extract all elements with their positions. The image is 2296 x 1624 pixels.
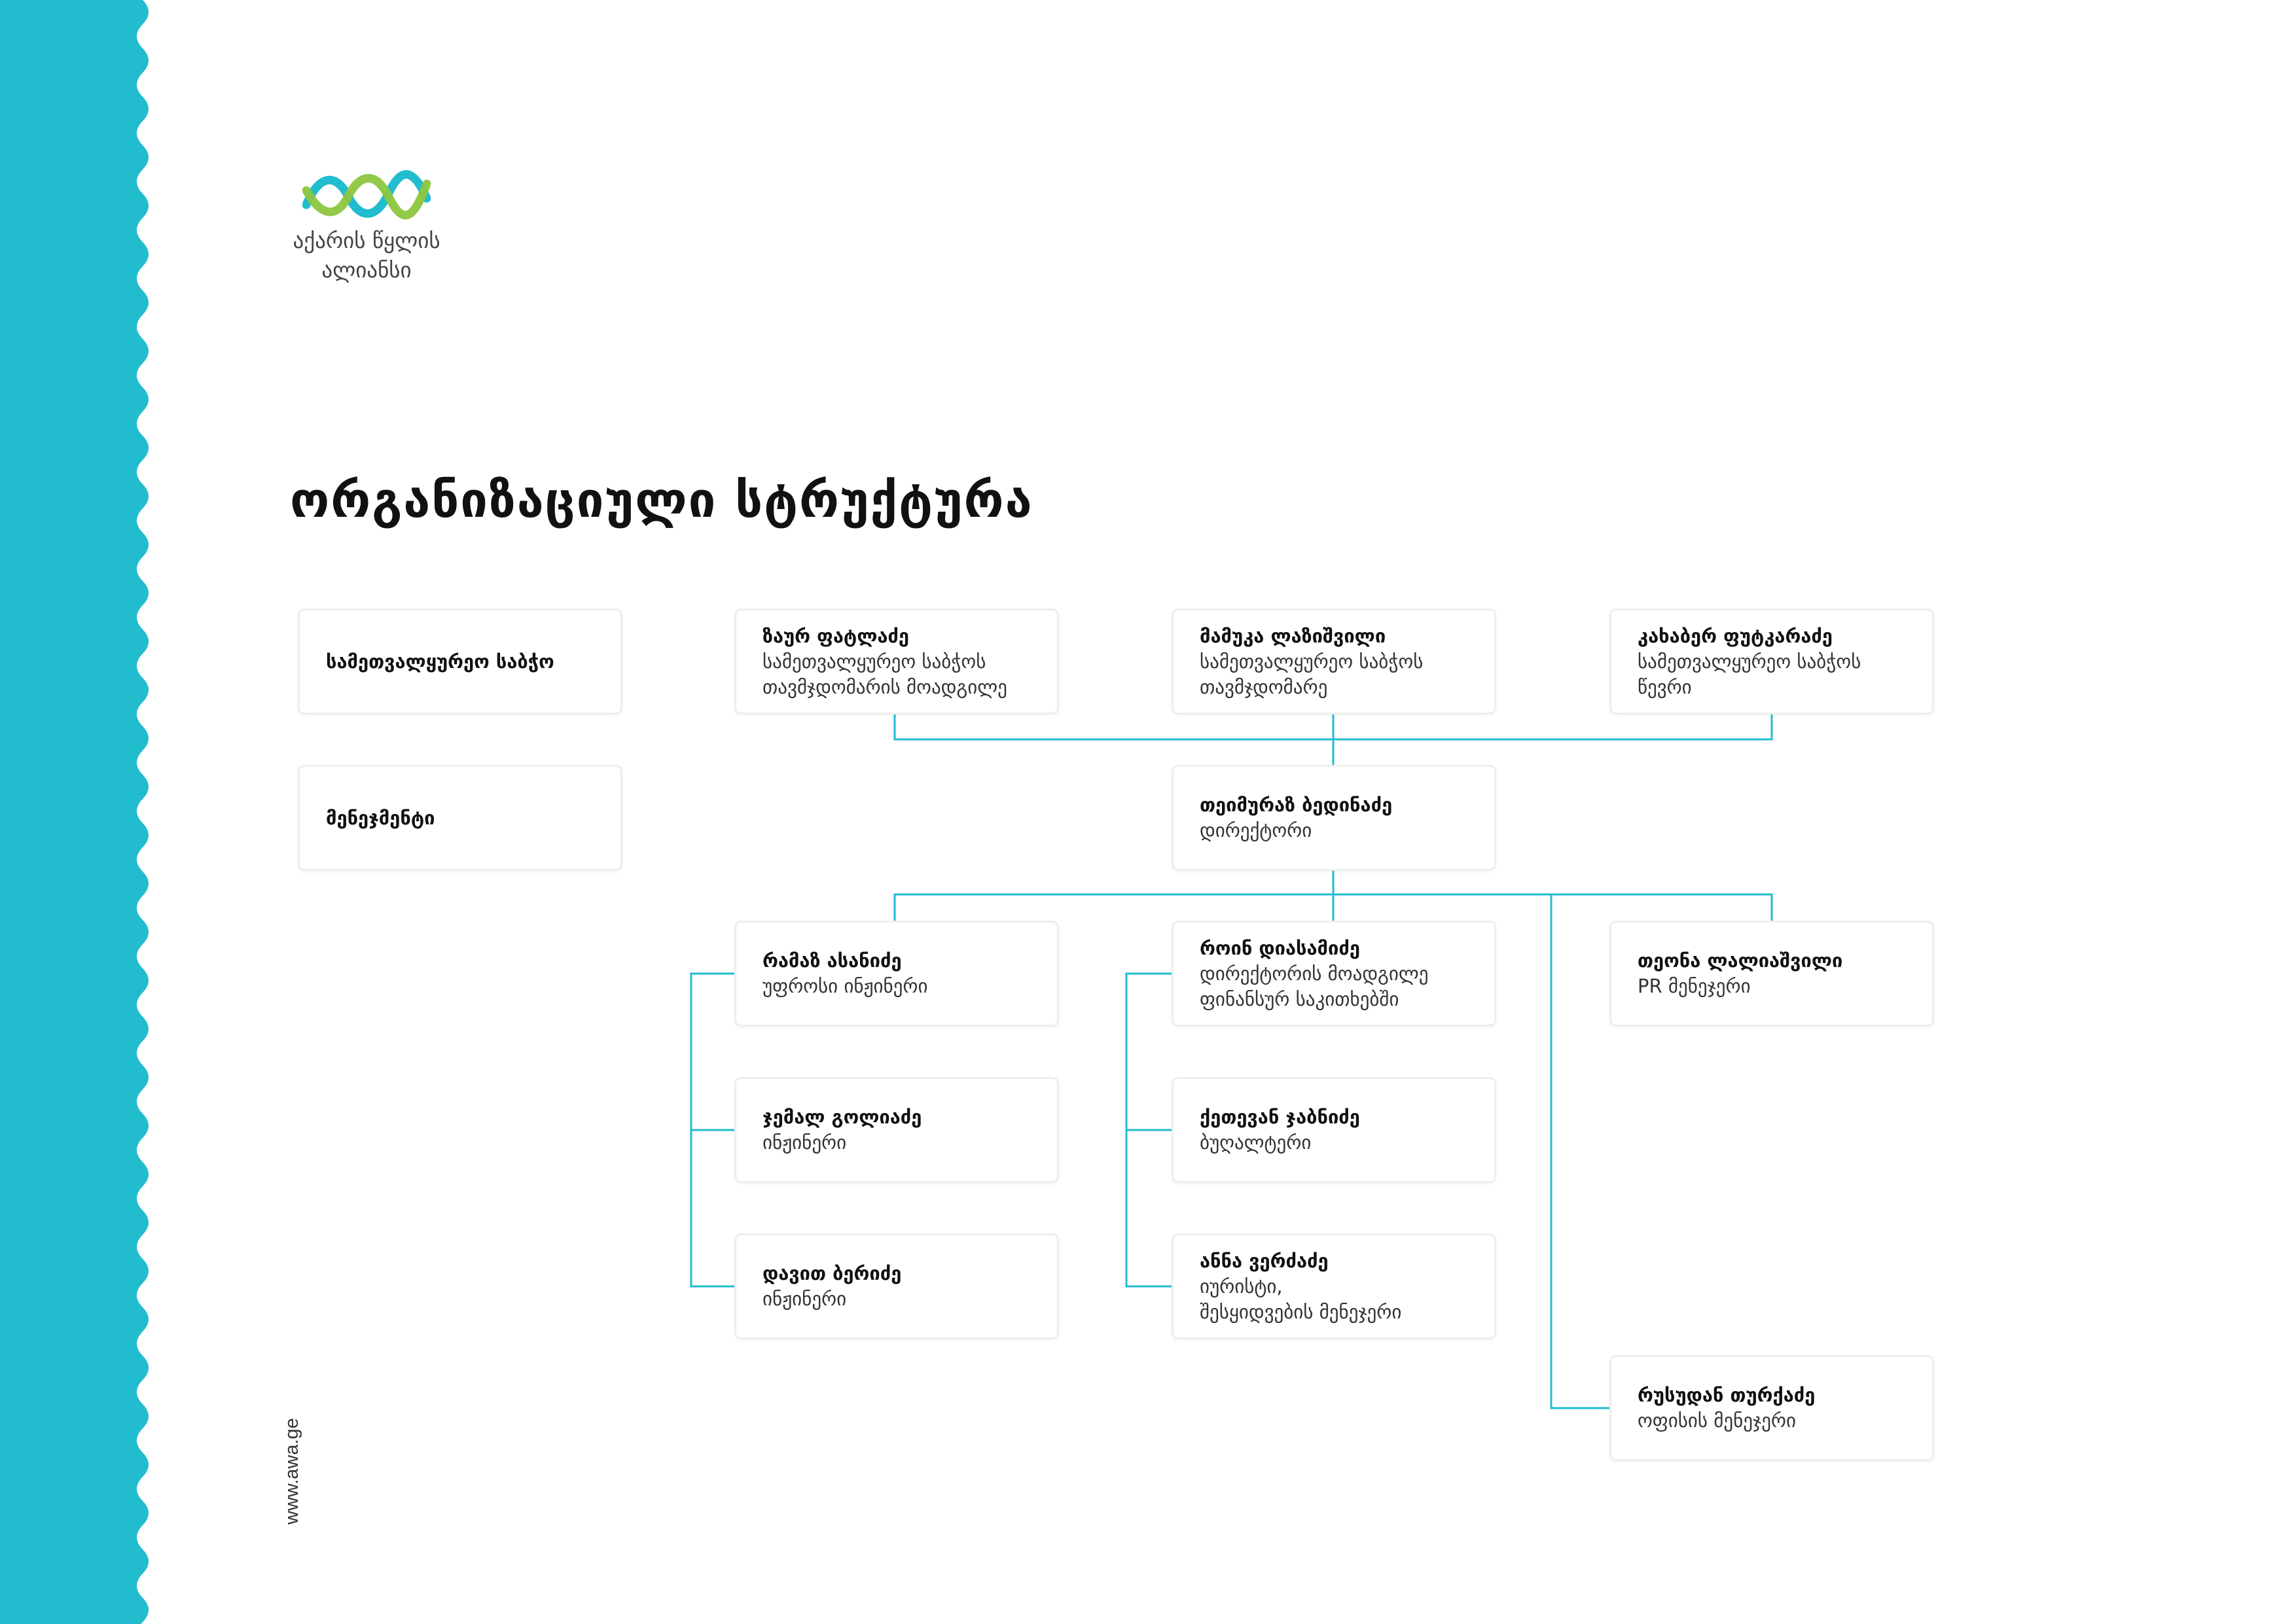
- person-name: კახაბერ ფუტკარაძე: [1638, 624, 1833, 647]
- person-name: ჯემალ გოლიაძე: [762, 1106, 922, 1128]
- person-role: სამეთვალყურეო საბჭოს თავმჯდომარე: [1200, 650, 1424, 698]
- section-card-board: [298, 609, 622, 715]
- person-role: ოფისის მენეჯერი: [1638, 1409, 1797, 1432]
- connector-board-to-director: [895, 713, 1772, 765]
- org-card-office-manager: [1609, 1355, 1934, 1461]
- person-name: რამაზ ასანიძე: [762, 949, 902, 972]
- person-name: ქეთევან ჯაბნიძე: [1200, 1106, 1360, 1128]
- org-card-accountant: [1172, 1077, 1496, 1183]
- person-role: დირექტორი: [1200, 819, 1312, 841]
- org-card-engineer-1: [734, 1077, 1059, 1183]
- person-role: დირექტორის მოადგილე ფინანსურ საკითხებში: [1200, 962, 1429, 1010]
- org-card-board-chair: [1172, 609, 1496, 715]
- person-role: სამეთვალყურეო საბჭოს თავმჯდომარის მოადგილე: [762, 650, 1007, 698]
- org-card-director: [1172, 765, 1496, 871]
- person-name: რუსუდან თურქაძე: [1638, 1384, 1816, 1406]
- org-card-deputy-director-finance: [1172, 921, 1496, 1027]
- person-role: ინჟინერი: [762, 1288, 847, 1310]
- section-label-management: მენეჯმენტი: [326, 806, 435, 829]
- connector-finance-bracket: [1126, 974, 1172, 1286]
- person-name: ზაურ ფატლაძე: [762, 624, 909, 647]
- person-name: თეიმურაზ ბედინაძე: [1200, 794, 1393, 816]
- person-name: დავით ბერიძე: [762, 1262, 902, 1284]
- person-role: PR მენეჯერი: [1638, 975, 1751, 997]
- person-role: იურისტი, შესყიდვების მენეჯერი: [1200, 1275, 1402, 1323]
- person-role: უფროსი ინჟინერი: [762, 975, 928, 997]
- org-card-senior-engineer: [734, 921, 1059, 1027]
- website-url: www.awa.ge: [281, 1418, 302, 1525]
- page-title: ორგანიზაციული სტრუქტურა: [290, 472, 1033, 529]
- section-card-management: [298, 765, 622, 871]
- org-card-board-member: [1609, 609, 1934, 715]
- person-role: სამეთვალყურეო საბჭოს წევრი: [1638, 650, 1861, 698]
- org-card-lawyer: [1172, 1233, 1496, 1339]
- person-name: თეონა ლალიაშვილი: [1638, 949, 1843, 972]
- person-role: ბუღალტერი: [1200, 1131, 1312, 1154]
- logo-text-line1: აქარის წყლის: [293, 228, 440, 253]
- org-card-pr-manager: [1609, 921, 1934, 1027]
- person-role: ინჟინერი: [762, 1131, 847, 1154]
- person-name: ანნა ვერძაძე: [1200, 1249, 1329, 1272]
- person-name: როინ დიასამიძე: [1200, 936, 1360, 959]
- section-label-board: სამეთვალყურეო საბჭო: [326, 650, 554, 673]
- person-name: მამუკა ლაზიშვილი: [1200, 624, 1386, 647]
- org-card-board-deputy-chair: [734, 609, 1059, 715]
- logo-text-line2: ალიანსი: [321, 257, 412, 283]
- connector-engineering-bracket: [691, 974, 734, 1286]
- org-card-engineer-2: [734, 1233, 1059, 1339]
